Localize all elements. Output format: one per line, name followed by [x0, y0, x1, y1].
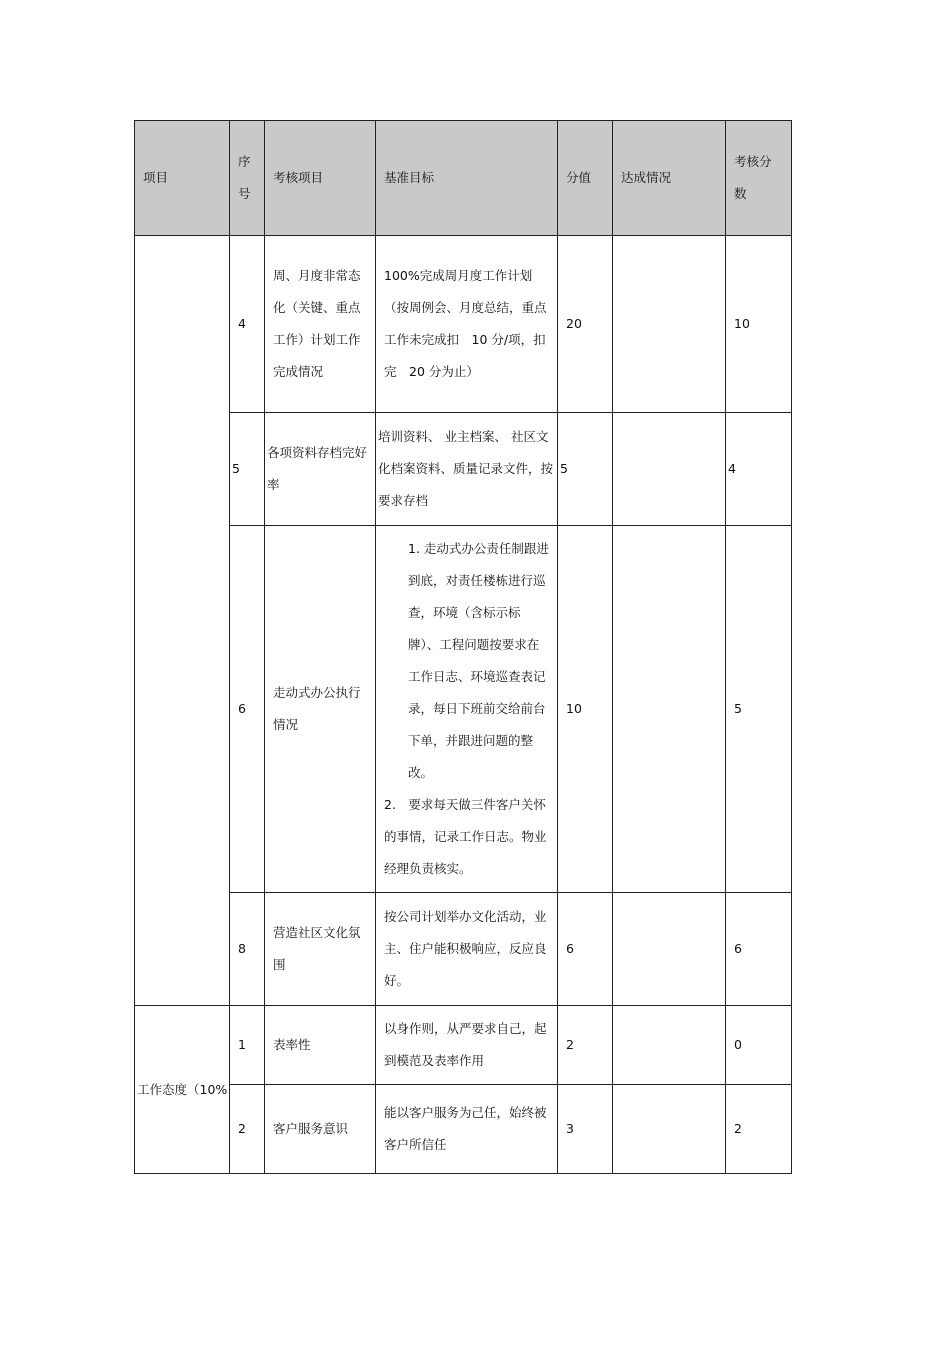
- seq-cell: 8: [230, 893, 265, 1006]
- score-cell: 3: [558, 1085, 613, 1174]
- status-cell: [613, 893, 726, 1006]
- status-cell: [613, 1085, 726, 1174]
- target-cell: 培训资料、 业主档案、 社区文化档案资料、质量记录文件，按要求存档: [376, 413, 558, 526]
- item-cell: 表率性: [265, 1006, 376, 1085]
- seq-cell: 2: [230, 1085, 265, 1174]
- table-row: [135, 236, 792, 413]
- status-cell: [613, 413, 726, 526]
- item-cell: 各项资料存档完好率: [265, 413, 376, 526]
- table-row: [135, 1006, 792, 1085]
- category-cell-attitude: 工作态度（10%: [135, 1006, 230, 1174]
- result-cell: 6: [726, 893, 792, 1006]
- target-cell: 能以客户服务为己任，始终被客户所信任: [376, 1085, 558, 1174]
- item-cell: 营造社区文化氛围: [265, 893, 376, 1006]
- status-cell: [613, 1006, 726, 1085]
- header-row: [135, 121, 792, 236]
- table-row: [135, 526, 792, 893]
- seq-cell: 4: [230, 236, 265, 413]
- target-point-1: 1. 走动式办公责任制跟进到底，对责任楼栋进行巡查，环境（含标示标牌）、工程问题按要求在工作日志、环境巡查表记录，每日下班前交给前台下单，并跟进问题的整改。: [408, 541, 549, 780]
- item-cell: 走动式办公执行情况: [265, 526, 376, 893]
- item-cell: 周、月度非常态化（关键、重点工作）计划工作完成情况: [265, 236, 376, 413]
- header-seq: 序号: [230, 121, 265, 236]
- score-cell: 5: [558, 413, 613, 526]
- table-row: [135, 893, 792, 1006]
- score-cell: 10: [558, 526, 613, 893]
- header-item: 考核项目: [265, 121, 376, 236]
- item-cell: 客户服务意识: [265, 1085, 376, 1174]
- score-cell: 2: [558, 1006, 613, 1085]
- target-cell: [376, 526, 558, 893]
- table-row: [135, 1085, 792, 1174]
- target-cell: 以身作则，从严要求自己，起到模范及表率作用: [376, 1006, 558, 1085]
- status-cell: [613, 526, 726, 893]
- header-score: 分值: [558, 121, 613, 236]
- seq-cell: 5: [230, 413, 265, 526]
- result-cell: 2: [726, 1085, 792, 1174]
- header-target: 基准目标: [376, 121, 558, 236]
- seq-cell: 6: [230, 526, 265, 893]
- header-category: 项目: [135, 121, 230, 236]
- assessment-table: [134, 120, 792, 1174]
- result-cell: 4: [726, 413, 792, 526]
- score-cell: 20: [558, 236, 613, 413]
- target-cell: 100%完成周月度工作计划（按周例会、月度总结，重点工作未完成扣 10 分/项，扣完 20 分为止）: [376, 236, 558, 413]
- score-cell: 6: [558, 893, 613, 1006]
- result-cell: 10: [726, 236, 792, 413]
- target-cell: 按公司计划举办文化活动，业主、住户能积极响应，反应良好。: [376, 893, 558, 1006]
- table-row: [135, 413, 792, 526]
- result-cell: 5: [726, 526, 792, 893]
- seq-cell: 1: [230, 1006, 265, 1085]
- header-status: 达成情况: [613, 121, 726, 236]
- result-cell: 0: [726, 1006, 792, 1085]
- category-cell-empty: [135, 236, 230, 1006]
- target-point-2: 2. 要求每天做三件客户关怀的事情，记录工作日志。物业经理负责核实。: [384, 797, 547, 876]
- header-result: 考核分数: [726, 121, 792, 236]
- status-cell: [613, 236, 726, 413]
